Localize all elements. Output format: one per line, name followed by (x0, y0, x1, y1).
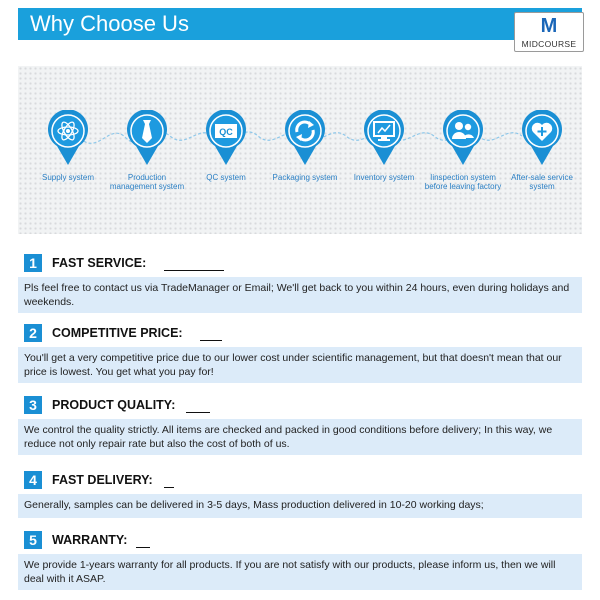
feature-number-badge: 3 (24, 396, 42, 414)
feature-number-badge: 4 (24, 471, 42, 489)
page-title: Why Choose Us (30, 11, 189, 36)
tie-icon (126, 110, 168, 166)
process-step-label: Production management system (109, 173, 185, 191)
feature-description: You'll get a very competitive price due to our lower cost under scientific management, but that doesn't mean that our price is lowest. You get what you pay for! (18, 347, 582, 383)
title-underline (164, 270, 224, 271)
process-step-label: Iinspection system before leaving factory (424, 173, 502, 191)
process-step-label: Packaging system (272, 173, 338, 182)
process-step-label: Supply system (41, 173, 95, 182)
feature-description: We control the quality strictly. All items are checked and packed in good conditions before delivery; In this way, we reduce not only repair rate but also the cost of both of us. (18, 419, 582, 455)
feature-description: Generally, samples can be delivered in 3-5 days, Mass production delivered in 10-20 working days; (18, 494, 582, 518)
feature-number-badge: 5 (24, 531, 42, 549)
title-underline (164, 487, 174, 488)
svg-text:QC: QC (219, 127, 233, 137)
feature-description: We provide 1-years warranty for all products. If you are not satisfy with our products, please inform us, then we will deal with it ASAP. (18, 554, 582, 590)
feature-title: FAST SERVICE: (52, 256, 147, 270)
qc-icon (205, 110, 247, 166)
logo-letter: M (540, 15, 558, 37)
feature-title: COMPETITIVE PRICE: (52, 326, 183, 340)
heart-plus-icon (521, 110, 563, 166)
process-panel (18, 66, 582, 234)
people-icon (442, 110, 484, 166)
process-step-label: QC system (206, 173, 246, 182)
feature-title: FAST DELIVERY: (52, 473, 153, 487)
brand-logo[interactable] (514, 12, 584, 52)
section-header (18, 8, 582, 49)
title-underline (136, 547, 150, 548)
logo-text: MIDCOURSE (521, 39, 577, 49)
feature-description: Pls feel free to contact us via TradeManager or Email; We'll get back to you within 24 hours, even during holidays and weekends. (18, 277, 582, 313)
monitor-icon (363, 110, 405, 166)
title-underline (186, 412, 210, 413)
feature-number-badge: 1 (24, 254, 42, 272)
feature-title: WARRANTY: (52, 533, 128, 547)
process-step-label: After-sale service system (511, 173, 573, 191)
title-underline (200, 340, 222, 341)
process-step-label: Inventory system (353, 173, 415, 182)
feature-number-badge: 2 (24, 324, 42, 342)
feature-title: PRODUCT QUALITY: (52, 398, 176, 412)
recycle-icon (284, 110, 326, 166)
atom-icon (47, 110, 89, 166)
